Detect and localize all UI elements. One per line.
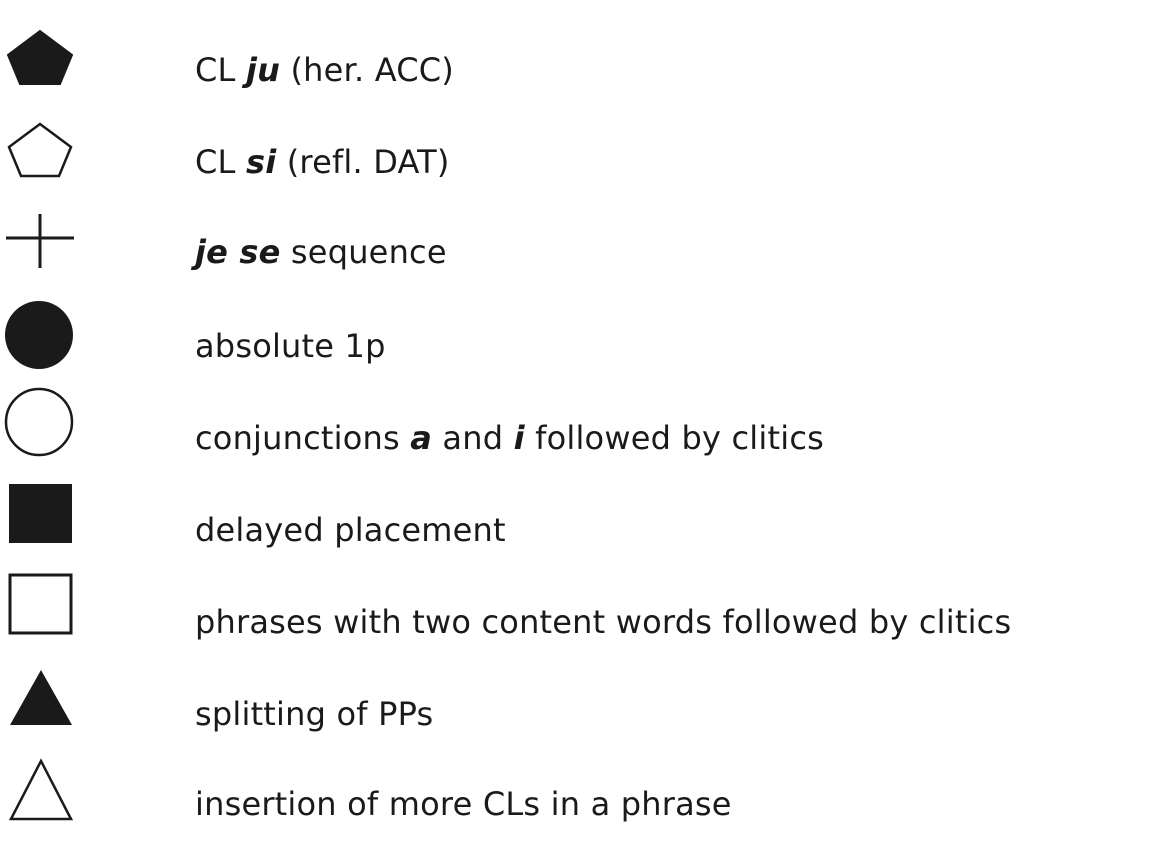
legend-row: [0, 24, 1176, 116]
filled-circle-icon: [0, 300, 80, 392]
legend-row: [0, 116, 1176, 208]
filled-square-icon: [0, 484, 80, 576]
legend-label: je se sequence: [195, 233, 447, 271]
legend-row: [0, 576, 1176, 668]
open-triangle-icon: [0, 758, 80, 850]
legend-label: CL si (refl. DAT): [195, 143, 450, 181]
plus-icon: [0, 206, 80, 298]
legend-row: [0, 758, 1176, 850]
legend-label: CL ju (her. ACC): [195, 51, 454, 89]
legend-label: phrases with two content words followed by clitics: [195, 603, 1012, 641]
legend-label: insertion of more CLs in a phrase: [195, 785, 732, 823]
open-pentagon-icon: [0, 116, 80, 208]
legend-row: [0, 668, 1176, 760]
filled-triangle-icon: [0, 668, 80, 760]
legend-label: delayed placement: [195, 511, 506, 549]
legend-row: [0, 206, 1176, 298]
legend-row: [0, 300, 1176, 392]
legend-row: [0, 484, 1176, 576]
open-circle-icon: [0, 392, 80, 484]
legend-row: [0, 392, 1176, 484]
legend-label: splitting of PPs: [195, 695, 434, 733]
legend-label: conjunctions a and i followed by clitics: [195, 419, 824, 457]
filled-pentagon-icon: [0, 24, 80, 116]
open-square-icon: [0, 576, 80, 668]
legend-label: absolute 1p: [195, 327, 386, 365]
